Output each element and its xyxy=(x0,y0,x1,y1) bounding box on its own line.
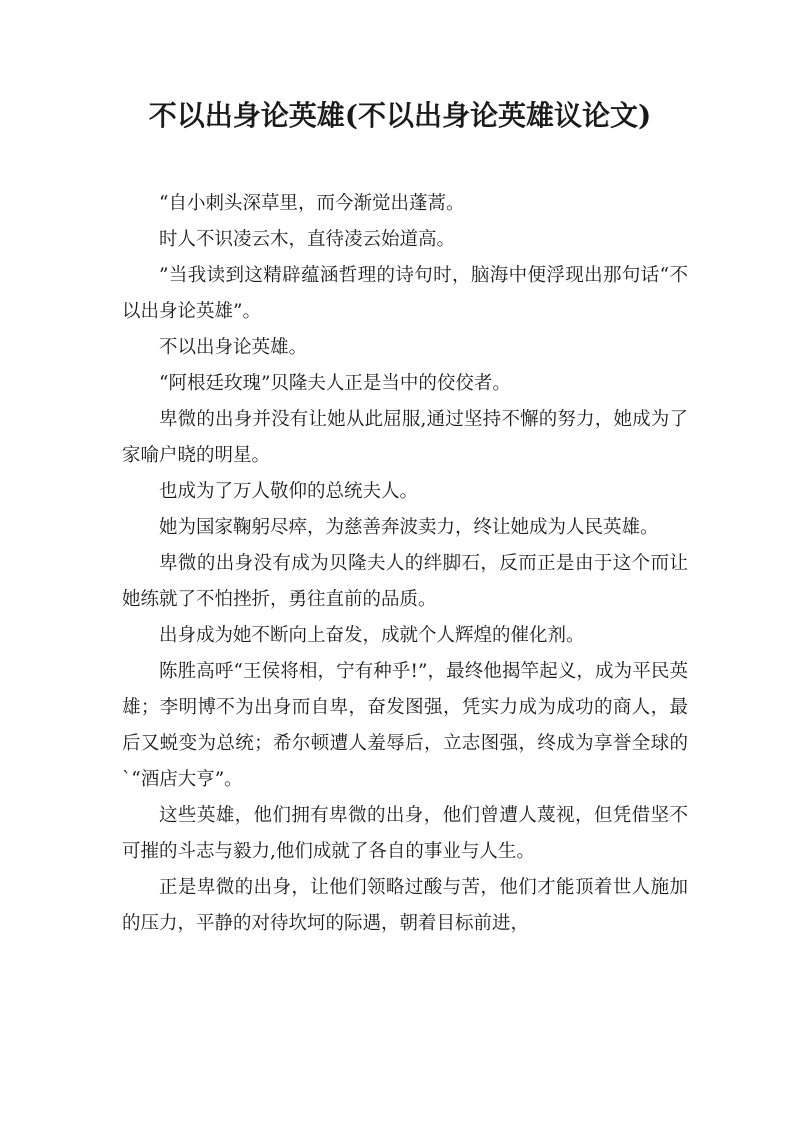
paragraph: “自小刺头深草里，而今渐觉出蓬蒿。 xyxy=(159,193,465,214)
paragraph: 陈胜高呼“王侯将相，宁有种乎!”，最终他揭竿起义，成为平民英雄；李明博不为出身而自卑，奋发图强，凭实力成为成功的商人，最后又蜕变为总统；希尔顿遭人羞辱后，立志图强，终成为享誉全球的`“酒店大亨”。 xyxy=(122,661,688,790)
document-body xyxy=(122,186,688,942)
paragraph: 正是卑微的出身，让他们领略过酸与苦，他们才能顶着世人施加的压力，平静的对待坎坷的际遇，朝着目标前进， xyxy=(122,877,688,934)
paragraph: 也成为了万人敬仰的总统夫人。 xyxy=(159,481,419,502)
paragraph: 卑微的出身没有成为贝隆夫人的绊脚石，反而正是由于这个而让她练就了不怕挫折，勇往直前的品质。 xyxy=(122,553,688,610)
paragraph: 卑微的出身并没有让她从此屈服,通过坚持不懈的努力，她成为了家喻户晓的明星。 xyxy=(122,409,688,466)
paragraph: 时人不识凌云木，直待凌云始道高。 xyxy=(159,229,456,250)
paragraph: 这些英雄，他们拥有卑微的出身，他们曾遭人蔑视，但凭借坚不可摧的斗志与毅力,他们成就了各自的事业与人生。 xyxy=(122,805,688,862)
paragraph: “阿根廷玫瑰”贝隆夫人正是当中的佼佼者。 xyxy=(159,373,511,394)
paragraph: 不以出身论英雄。 xyxy=(159,337,308,358)
paragraph: 出身成为她不断向上奋发，成就个人辉煌的催化剂。 xyxy=(159,625,585,646)
paragraph: 她为国家鞠躬尽瘁，为慈善奔波卖力，终让她成为人民英雄。 xyxy=(159,517,659,538)
paragraph: ”当我读到这精辟蕴涵哲理的诗句时，脑海中便浮现出那句话“不以出身论英雄”。 xyxy=(122,265,688,322)
document-title: 不以出身论英雄(不以出身论英雄议论文) xyxy=(148,99,652,132)
